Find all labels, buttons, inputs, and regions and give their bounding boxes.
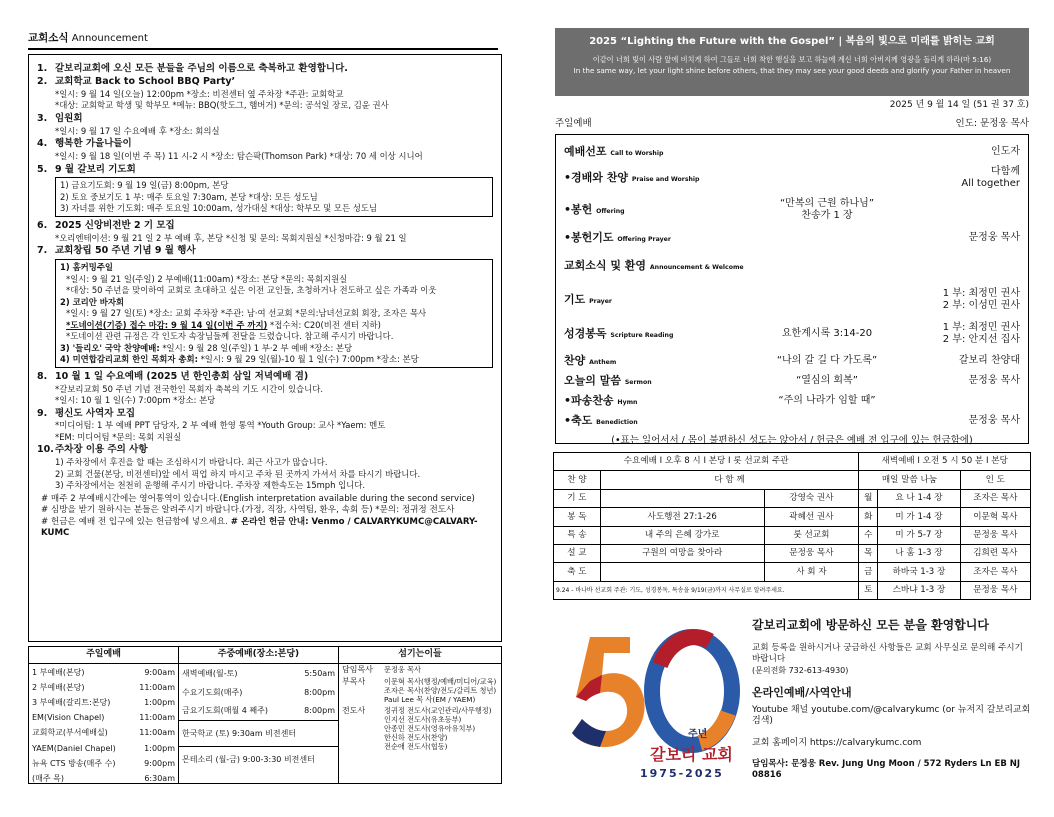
service-time: 5:50am bbox=[304, 668, 335, 678]
schedule-row bbox=[554, 471, 1031, 489]
weekday-service-row bbox=[179, 664, 338, 683]
event-conference-detail: *일시: 9 월 29 일(월)-10 월 1 일(수) 7:00pm *장소: 본당 bbox=[197, 354, 419, 365]
item-title: 평신도 사역자 모집 bbox=[55, 407, 136, 419]
worship-order-row bbox=[564, 351, 1020, 371]
sunday-worship-title: 주일예배 bbox=[29, 647, 178, 664]
item-body bbox=[55, 113, 493, 137]
order-item-name bbox=[564, 293, 744, 307]
item-number: 6. bbox=[37, 219, 48, 231]
order-en: Praise and Worship bbox=[631, 176, 700, 184]
worship-order-row bbox=[564, 391, 1020, 411]
order-item-name bbox=[564, 354, 744, 368]
schedule-cell: 수 bbox=[859, 526, 878, 544]
sunday-service-row bbox=[29, 711, 178, 726]
welcome-text: 교회 등록을 원하시거나 궁금하신 사항들은 교회 사무실로 문의해 주시기 바랍니다 bbox=[752, 643, 1023, 664]
schedule-cell bbox=[600, 489, 764, 507]
service-time: 11:00am bbox=[139, 728, 175, 738]
order-leader: 다함께 All together bbox=[961, 165, 1020, 189]
order-leader: 1 부: 최정민 권사 2 부: 안지선 집사 bbox=[942, 321, 1020, 345]
pastor-address: 담임목사: 문정웅 Rev. Jung Ung Moon / 572 Ryders Ln EB NJ 08816 bbox=[752, 758, 1021, 780]
announcement-item bbox=[37, 245, 493, 369]
worship-order-row bbox=[564, 371, 1020, 391]
schedule-cell: 봉 독 bbox=[554, 508, 601, 526]
schedule-cell: 사 회 자 bbox=[764, 563, 859, 581]
footer-line: # 심방을 받기 원하시는 분들은 알려주시기 바랍니다.(가정, 직장, 사역팀, 환우, 속회 등) *문의: 정귀정 전도사 bbox=[41, 505, 455, 516]
worship-order-row bbox=[564, 227, 1020, 249]
detail-line: *대상: 교회학교 학생 및 학부모 *메뉴: BBQ(핫도그, 햄버거) *문의: 공석일 장로, 김윤 권사 bbox=[55, 100, 389, 111]
fifty-logo-icon bbox=[560, 625, 750, 765]
service-name: 새벽예배(월-토) bbox=[182, 668, 238, 678]
order-content: “열심의 회복” bbox=[796, 374, 858, 386]
item-title: 임원회 bbox=[55, 112, 83, 124]
detail-line: *미디어팀: 1 부 예배 PPT 담당자, 2 부 예배 한영 통역 *Youth Group: 교사 *Yaem: 멘토 bbox=[55, 420, 386, 431]
footer-line bbox=[41, 517, 493, 538]
weekday-service-row bbox=[179, 721, 338, 747]
item-details bbox=[55, 233, 493, 244]
announcement-footer bbox=[37, 494, 493, 539]
item-number: 1. bbox=[37, 63, 48, 74]
order-kr: 성경봉독 bbox=[564, 327, 607, 341]
logo-years: 1975-2025 bbox=[640, 767, 724, 780]
welcome-phone: (문의전화 732-613-4930) bbox=[752, 666, 849, 676]
sunday-service-row bbox=[29, 665, 178, 680]
sunday-service-row bbox=[29, 741, 178, 756]
staff-name: 전순애 전도사(협동) bbox=[384, 742, 448, 751]
order-content: “주의 나라가 임할 때” bbox=[778, 394, 876, 406]
announcement-item bbox=[37, 63, 493, 75]
schedule-cell: 문정웅 목사 bbox=[960, 526, 1030, 544]
service-name: 수요기도회(매주) bbox=[182, 687, 243, 697]
service-name: 교회학교(부서예배실) bbox=[32, 728, 108, 738]
staff-name: 정귀정 전도사(교인관리/사무행정) bbox=[384, 706, 492, 715]
online-title: 온라인예배/사역안내 bbox=[752, 686, 852, 700]
schedule-row bbox=[554, 563, 1031, 581]
logo-anniversary-label: 주년 bbox=[688, 729, 708, 740]
announcement-item bbox=[37, 220, 493, 244]
item-number: 10. bbox=[37, 444, 54, 456]
offering-note: # 헌금은 예배 전 입구에 있는 헌금함에 넣으세요. bbox=[41, 517, 228, 528]
sunday-service-row bbox=[29, 680, 178, 695]
schedule-row bbox=[554, 508, 1031, 526]
worship-staff-table bbox=[28, 646, 502, 784]
item-title: 행복한 가을나들이 bbox=[55, 138, 132, 150]
prayer-line: 3) 자녀를 위한 기도회: 매주 토요일 10:00am, 성가대실 *대상: 학부모 및 모든 성도님 bbox=[60, 203, 377, 214]
event-conference bbox=[60, 354, 488, 365]
order-en: Announcement & Welcome bbox=[649, 264, 744, 272]
staff-role: 전도사 bbox=[342, 706, 366, 715]
schedule-cell: 사도행전 27:1-26 bbox=[600, 508, 764, 526]
bulletin-date: 2025 년 9 월 14 일 (51 권 37 호) bbox=[889, 100, 1029, 110]
announcement-item bbox=[37, 76, 493, 112]
banner-verse-en: In the same way, let your light shine before others, that they may see your good deeds and glorify your Father in heaven bbox=[573, 65, 1011, 75]
item-title: 2025 신앙비전반 2 기 모집 bbox=[55, 219, 175, 231]
event-gugak-title: 3) '들리오' 국악 찬양예배: bbox=[60, 342, 160, 353]
donation-place: *접수처: C20(비전 센터 지하) bbox=[267, 319, 381, 330]
schedule-cell: 토 bbox=[859, 581, 878, 599]
order-kr: •경배와 찬양 bbox=[564, 171, 628, 185]
detail-line: *일시: 10 월 1 일(수) 7:00pm *장소: 본당 bbox=[55, 395, 216, 405]
order-kr: •봉헌 bbox=[564, 203, 593, 217]
order-kr: •봉헌기도 bbox=[564, 231, 614, 245]
staff-name: Paul Lee 목 사(EM / YAEM) bbox=[384, 695, 476, 704]
weekday-schedule-table bbox=[553, 452, 1031, 600]
weekday-service-row bbox=[179, 747, 338, 773]
item-number: 3. bbox=[37, 112, 48, 124]
order-en: Call to Worship bbox=[610, 150, 664, 158]
worship-order-row bbox=[564, 249, 1020, 283]
weekday-worship-column bbox=[179, 647, 339, 783]
staff-names bbox=[384, 665, 421, 675]
schedule-cell: 조자은 목사 bbox=[960, 489, 1030, 507]
service-name: 뉴욕 CTS 방송(매주 수) bbox=[32, 758, 116, 768]
order-en: Benediction bbox=[596, 419, 638, 427]
detail-line: *오리엔테이션: 9 월 21 일 2 부 예배 후, 본당 *신청 및 문의: 목회지원실 *신청마감: 9 월 21 일 bbox=[55, 232, 407, 243]
order-en: Scripture Reading bbox=[610, 332, 674, 340]
youtube-link[interactable]: Youtube 채널 youtube.com/@calvarykumc (or 뉴저지 갈보리교회 검색) bbox=[752, 705, 1031, 727]
item-number: 9. bbox=[37, 407, 48, 419]
detail-line: 3) 주차장에서는 천천히 운행해 주시기 바랍니다. 주차장 제한속도는 15mph 입니다. bbox=[55, 480, 366, 491]
service-time: 6:30am bbox=[144, 773, 175, 783]
sunday-service-row bbox=[29, 726, 178, 741]
donation-line bbox=[60, 320, 488, 331]
order-item-name bbox=[564, 231, 744, 245]
service-name: 한국학교 (토) 9:30am 비전센터 bbox=[182, 728, 297, 738]
detail-line: *일시: 9 월 17 일 수요예배 후 *장소: 회의실 bbox=[55, 125, 220, 136]
staff-role-row bbox=[339, 705, 501, 752]
detail-line: *일시: 9 월 14 일(오늘) 12:00pm *장소: 비전센터 옆 주차장 *주관: 교회학교 bbox=[55, 88, 344, 99]
schedule-cell: 내 주의 은혜 강가로 bbox=[600, 526, 764, 544]
staff-role-row bbox=[339, 676, 501, 705]
service-name: 1 부예배(본당) bbox=[32, 667, 85, 677]
item-title: 교회창립 50 주년 기념 9 월 행사 bbox=[55, 245, 196, 257]
order-item-name bbox=[564, 374, 744, 388]
item-details bbox=[55, 420, 493, 442]
schedule-cell: 곽혜선 권사 bbox=[764, 508, 859, 526]
order-content: “나의 갈 길 다 가도록” bbox=[776, 354, 878, 366]
schedule-cell: 룻 선교회 bbox=[764, 526, 859, 544]
logo-church-name: 갈보리 교회 bbox=[650, 745, 733, 764]
worship-order-row bbox=[564, 411, 1020, 431]
service-time: 11:00am bbox=[139, 713, 175, 723]
event-gugak-detail: *일시: 9 월 28 일(주일) 1 부·2 부 예배 *장소: 본당 bbox=[159, 342, 353, 353]
event-conference-title: 4) 미연합감리교회 한인 목회자 총회: bbox=[60, 354, 198, 365]
schedule-cell: 인 도 bbox=[960, 471, 1030, 489]
order-item-name bbox=[564, 145, 744, 159]
order-of-worship bbox=[555, 134, 1029, 444]
schedule-cell: 축 도 bbox=[554, 563, 601, 581]
banner-verse-kr: 이같이 너희 빛이 사람 앞에 비치게 하여 그들로 너희 착한 행실을 보고 하늘에 계신 너희 아버지께 영광을 돌리게 하라(마 5:16) bbox=[592, 54, 992, 64]
item-number: 2. bbox=[37, 75, 48, 87]
event-bazaar-title: 2) 코리안 바자회 bbox=[60, 296, 125, 307]
schedule-cell: 이문혁 목사 bbox=[960, 508, 1030, 526]
weekday-service-row bbox=[179, 702, 338, 721]
prayer-line: 2) 토요 중보기도 1 부: 매주 토요일 7:30am, 본당 *대상: 모든 성도님 bbox=[60, 191, 318, 202]
schedule-row bbox=[554, 526, 1031, 544]
schedule-cell: 조자은 목사 bbox=[960, 563, 1030, 581]
order-item-name bbox=[564, 203, 744, 217]
service-time: 1:00pm bbox=[144, 697, 175, 707]
staff-name: 안종민 전도사(영유아유치부) bbox=[384, 724, 476, 733]
detail-line: 2) 교회 건물(본당, 비전센터)앞 에서 픽업 하지 마시고 주차 된 곳까지 가셔서 차를 타시기 바랍니다. bbox=[55, 468, 421, 479]
staff-name: 한신하 전도사(찬양) bbox=[384, 733, 448, 742]
theme-banner bbox=[555, 28, 1029, 96]
announcement-header bbox=[28, 32, 498, 50]
announcement-item bbox=[37, 164, 493, 219]
order-leader: 문정웅 목사 bbox=[968, 414, 1020, 426]
sunday-service-row bbox=[29, 756, 178, 771]
item-body bbox=[55, 408, 493, 444]
item-details bbox=[55, 384, 493, 406]
item-title: 교회학교 Back to School BBQ Party’ bbox=[55, 75, 236, 87]
service-time: 9:00am bbox=[144, 667, 175, 677]
item-number: 7. bbox=[37, 245, 48, 257]
schedule-cell: 특 송 bbox=[554, 526, 601, 544]
item-title: 10 월 1 일 수요예배 (2025 년 한인총회 삼일 저녁예배 겸) bbox=[55, 370, 309, 382]
event-line: *대상: 50 주년을 맞이하여 교회로 초대하고 싶은 이전 교인들, 초청하거나 전도하고 싶은 가족과 이웃 bbox=[66, 285, 437, 296]
schedule-cell: 찬 양 bbox=[554, 471, 601, 489]
item-number: 5. bbox=[37, 163, 48, 175]
staff-name: 문정웅 목사 bbox=[384, 665, 422, 674]
detail-line: 1) 주차장에서 후진을 할 때는 조심하시기 바랍니다. 최근 사고가 많습니다. bbox=[55, 457, 328, 468]
service-name: YAEM(Daniel Chapel) bbox=[32, 743, 116, 753]
schedule-cell: 금 bbox=[859, 563, 878, 581]
item-title: 9 월 갈보리 기도회 bbox=[55, 163, 136, 175]
schedule-cell: 목 bbox=[859, 544, 878, 562]
worship-order-row bbox=[564, 163, 1020, 193]
item-details bbox=[55, 457, 493, 491]
footer-line: # 매주 2 부예배시간에는 영어통역이 있습니다.(English interpretation available during the second service) bbox=[41, 493, 475, 504]
weekday-service-row bbox=[179, 683, 338, 702]
order-en: Anthem bbox=[589, 359, 617, 367]
schedule-cell: 문정웅 목사 bbox=[764, 544, 859, 562]
order-item-name bbox=[564, 327, 744, 341]
order-kr: •파송찬송 bbox=[564, 394, 614, 408]
item-details bbox=[55, 89, 493, 111]
staff-role: 부목사 bbox=[342, 677, 366, 686]
service-time: 8:00pm bbox=[304, 706, 335, 715]
banner-title: 2025 “Lighting the Future with the Gospel” | 복음의 빛으로 미래를 밝히는 교회 bbox=[589, 36, 995, 47]
detail-line: *일시: 9 월 18 일(이번 주 목) 11 시-2 시 *장소: 탐슨팍(Thomson Park) *대상: 70 세 이상 시니어 bbox=[55, 151, 423, 161]
order-note: (•표는 일어서서 / 몸이 불편하신 성도는 앉아서 / 헌금은 예배 전 입구에 있는 헌금함에) bbox=[611, 435, 973, 446]
order-content: “만복의 근원 하나님” 찬송가 1 장 bbox=[780, 197, 874, 221]
item-body bbox=[55, 220, 493, 244]
presider: 인도: 문정웅 목사 bbox=[955, 118, 1029, 129]
announcement-item bbox=[37, 444, 493, 491]
order-item-name bbox=[564, 171, 744, 185]
event-homecoming-title: 1) 홈커밍주일 bbox=[60, 262, 114, 273]
servants-column bbox=[339, 647, 501, 783]
order-kr: 교회소식 및 환영 bbox=[564, 259, 647, 273]
service-time: 8:00pm bbox=[304, 687, 335, 697]
schedule-cell: 설 교 bbox=[554, 544, 601, 562]
item-number: 8. bbox=[37, 370, 48, 382]
schedule-cell: 요 나 1-4 장 bbox=[878, 489, 960, 507]
item-body bbox=[55, 245, 493, 369]
order-item-name bbox=[564, 394, 744, 408]
schedule-cell: 강영숙 권사 bbox=[764, 489, 859, 507]
staff-role: 담임목사 bbox=[342, 665, 373, 674]
schedule-note: 9.24 - 바나바 선교회 주관: 기도, 성경봉독, 특송을 9/19(금)까지 사무실로 알려주세요. bbox=[554, 581, 859, 599]
announcement-title: 교회소식 bbox=[28, 32, 69, 44]
service-time: 11:00am bbox=[139, 682, 175, 692]
service-name: EM(Vision Chapel) bbox=[32, 713, 105, 723]
schedule-cell: 나 훔 1-3 장 bbox=[878, 544, 960, 562]
item-body bbox=[55, 371, 493, 407]
wednesday-header: 수요예배 I 오후 8 시 I 본당 I 롯 선교회 주관 bbox=[554, 453, 859, 471]
order-kr: 기도 bbox=[564, 293, 586, 307]
item-details bbox=[55, 126, 493, 137]
schedule-cell: 기 도 bbox=[554, 489, 601, 507]
schedule-cell: 구원의 여망을 찾아라 bbox=[600, 544, 764, 562]
order-en: Prayer bbox=[589, 298, 612, 306]
announcement-subtitle: Announcement bbox=[71, 33, 148, 44]
worship-order-row bbox=[564, 283, 1020, 317]
item-body bbox=[55, 444, 493, 491]
service-name: 2 부예배(본당) bbox=[32, 682, 85, 692]
schedule-row bbox=[554, 489, 1031, 507]
sunday-service-row bbox=[29, 771, 178, 786]
staff-names bbox=[384, 677, 496, 704]
announcement-item bbox=[37, 138, 493, 162]
order-leader: 문정웅 목사 bbox=[968, 374, 1020, 386]
staff-name: 조자은 목사(찬양/전도/갈리트 청년) bbox=[384, 686, 497, 695]
order-leader: 인도자 bbox=[991, 145, 1020, 157]
order-en: Offering bbox=[596, 208, 625, 216]
schedule-cell: 화 bbox=[859, 508, 878, 526]
worship-order-row bbox=[564, 193, 1020, 227]
schedule-cell: 매일 말씀 나눔 bbox=[859, 471, 960, 489]
item-body bbox=[55, 164, 493, 219]
prayer-meeting-box bbox=[55, 177, 493, 217]
sunday-service-row bbox=[29, 695, 178, 710]
order-kr: 찬양 bbox=[564, 354, 586, 368]
announcement-list bbox=[37, 63, 493, 492]
order-en: Hymn bbox=[617, 399, 638, 407]
donation-deadline: *도네이션(기증) 접수 마감: 9 월 14 일(이번 주 까지) bbox=[66, 319, 268, 330]
sunday-worship-column bbox=[29, 647, 179, 783]
announcement-item bbox=[37, 371, 493, 407]
welcome-title: 갈보리교회에 방문하신 모든 분을 환영합니다 bbox=[752, 618, 989, 632]
service-label: 주일예배 bbox=[555, 118, 592, 129]
event-line: *일시: 9 월 21 일(주일) 2 부예배(11:00am) *장소: 본당 *문의: 목회지원실 bbox=[66, 273, 348, 284]
order-leader: 1 부: 최정민 권사 2 부: 이성민 권사 bbox=[942, 287, 1020, 311]
staff-name: 인지선 전도사(유초등부) bbox=[384, 715, 462, 724]
welcome-info bbox=[752, 618, 1032, 780]
service-time: 9:00pm bbox=[144, 758, 175, 768]
anniversary-logo bbox=[560, 625, 750, 785]
order-item-name bbox=[564, 259, 744, 273]
service-name: 3 부예배(갈리트:본당) bbox=[32, 697, 111, 707]
schedule-cell: 하바국 1-3 장 bbox=[878, 563, 960, 581]
item-body bbox=[55, 76, 493, 112]
service-name: 금요기도회(매월 4 째주) bbox=[182, 706, 268, 715]
order-leader: 문정웅 목사 bbox=[968, 231, 1020, 243]
staff-role-row bbox=[339, 664, 501, 676]
prayer-line: 1) 금요기도회: 9 월 19 일(금) 8:00pm, 본당 bbox=[60, 180, 229, 191]
announcement-item bbox=[37, 113, 493, 137]
announcement-item bbox=[37, 408, 493, 444]
order-content: 요한계시록 3:14-20 bbox=[781, 327, 873, 339]
schedule-cell: 스바냐 1-3 장 bbox=[878, 581, 960, 599]
item-body bbox=[55, 63, 493, 75]
dawn-header: 새벽예배 I 오전 5 시 50 분 I 본당 bbox=[859, 453, 1031, 471]
detail-line: *EM: 미디어팀 *문의: 목회 지원실 bbox=[55, 431, 182, 442]
schedule-row bbox=[554, 581, 1031, 599]
worship-order-row bbox=[564, 317, 1020, 351]
item-title: 주차장 이용 주의 사항 bbox=[55, 444, 148, 456]
order-kr: 오늘의 말씀 bbox=[564, 374, 621, 388]
schedule-cell: 미 가 1-4 장 bbox=[878, 508, 960, 526]
homepage-link[interactable]: 교회 홈페이지 https://calvarykumc.com bbox=[752, 737, 922, 748]
online-offering: # 온라인 헌금 안내: Venmo / CALVARYKUMC@CALVARY-KUMC bbox=[41, 517, 478, 538]
announcement-box bbox=[28, 54, 502, 642]
schedule-cell: 다 함 께 bbox=[600, 471, 859, 489]
order-en: Sermon bbox=[624, 379, 652, 387]
schedule-cell: 김희련 목사 bbox=[960, 544, 1030, 562]
event-line: *일시: 9 월 27 일(토) *장소: 교회 주차장 *주관: 남·여 선교회 *문의:남녀선교회 회장, 조자은 목사 bbox=[66, 308, 427, 319]
staff-names bbox=[384, 706, 492, 751]
order-leader: 갈보리 찬양대 bbox=[958, 354, 1020, 366]
schedule-cell bbox=[600, 563, 764, 581]
order-kr: 예배선포 bbox=[564, 145, 607, 159]
schedule-cell: 월 bbox=[859, 489, 878, 507]
schedule-cell: 미 가 5-7 장 bbox=[878, 526, 960, 544]
service-name: (매주 목) bbox=[32, 773, 64, 783]
service-name: 몬테소리 (월-금) 9:00-3:30 비전센터 bbox=[182, 755, 315, 764]
item-details bbox=[55, 151, 493, 162]
weekday-worship-title: 주중예배(장소:본당) bbox=[179, 647, 338, 664]
schedule-row bbox=[554, 544, 1031, 562]
anniversary-events-box bbox=[55, 259, 493, 368]
event-gugak bbox=[60, 343, 488, 354]
worship-order-row bbox=[564, 141, 1020, 163]
schedule-cell: 문정웅 목사 bbox=[960, 581, 1030, 599]
item-title: 갈보리교회에 오신 모든 분들을 주님의 이름으로 축복하고 환영합니다. bbox=[55, 63, 348, 74]
event-line: *도네이션 관련 규정은 각 인도자 속장님들께 전달을 드렸습니다. 참고해 주시기 바랍니다. bbox=[66, 331, 394, 342]
servants-title: 섬기는이들 bbox=[339, 647, 501, 664]
service-time: 1:00pm bbox=[144, 743, 175, 753]
item-number: 4. bbox=[37, 138, 48, 150]
order-item-name bbox=[564, 414, 744, 428]
order-en: Offering Prayer bbox=[617, 236, 671, 244]
detail-line: *갈보리교회 50 주년 기념 전국한인 목회자 축복의 기도 시간이 있습니다. bbox=[55, 383, 323, 394]
item-body bbox=[55, 138, 493, 162]
order-kr: •축도 bbox=[564, 414, 593, 428]
staff-name: 이문혁 목사(행정/예배/미디어/교육) bbox=[384, 677, 497, 686]
